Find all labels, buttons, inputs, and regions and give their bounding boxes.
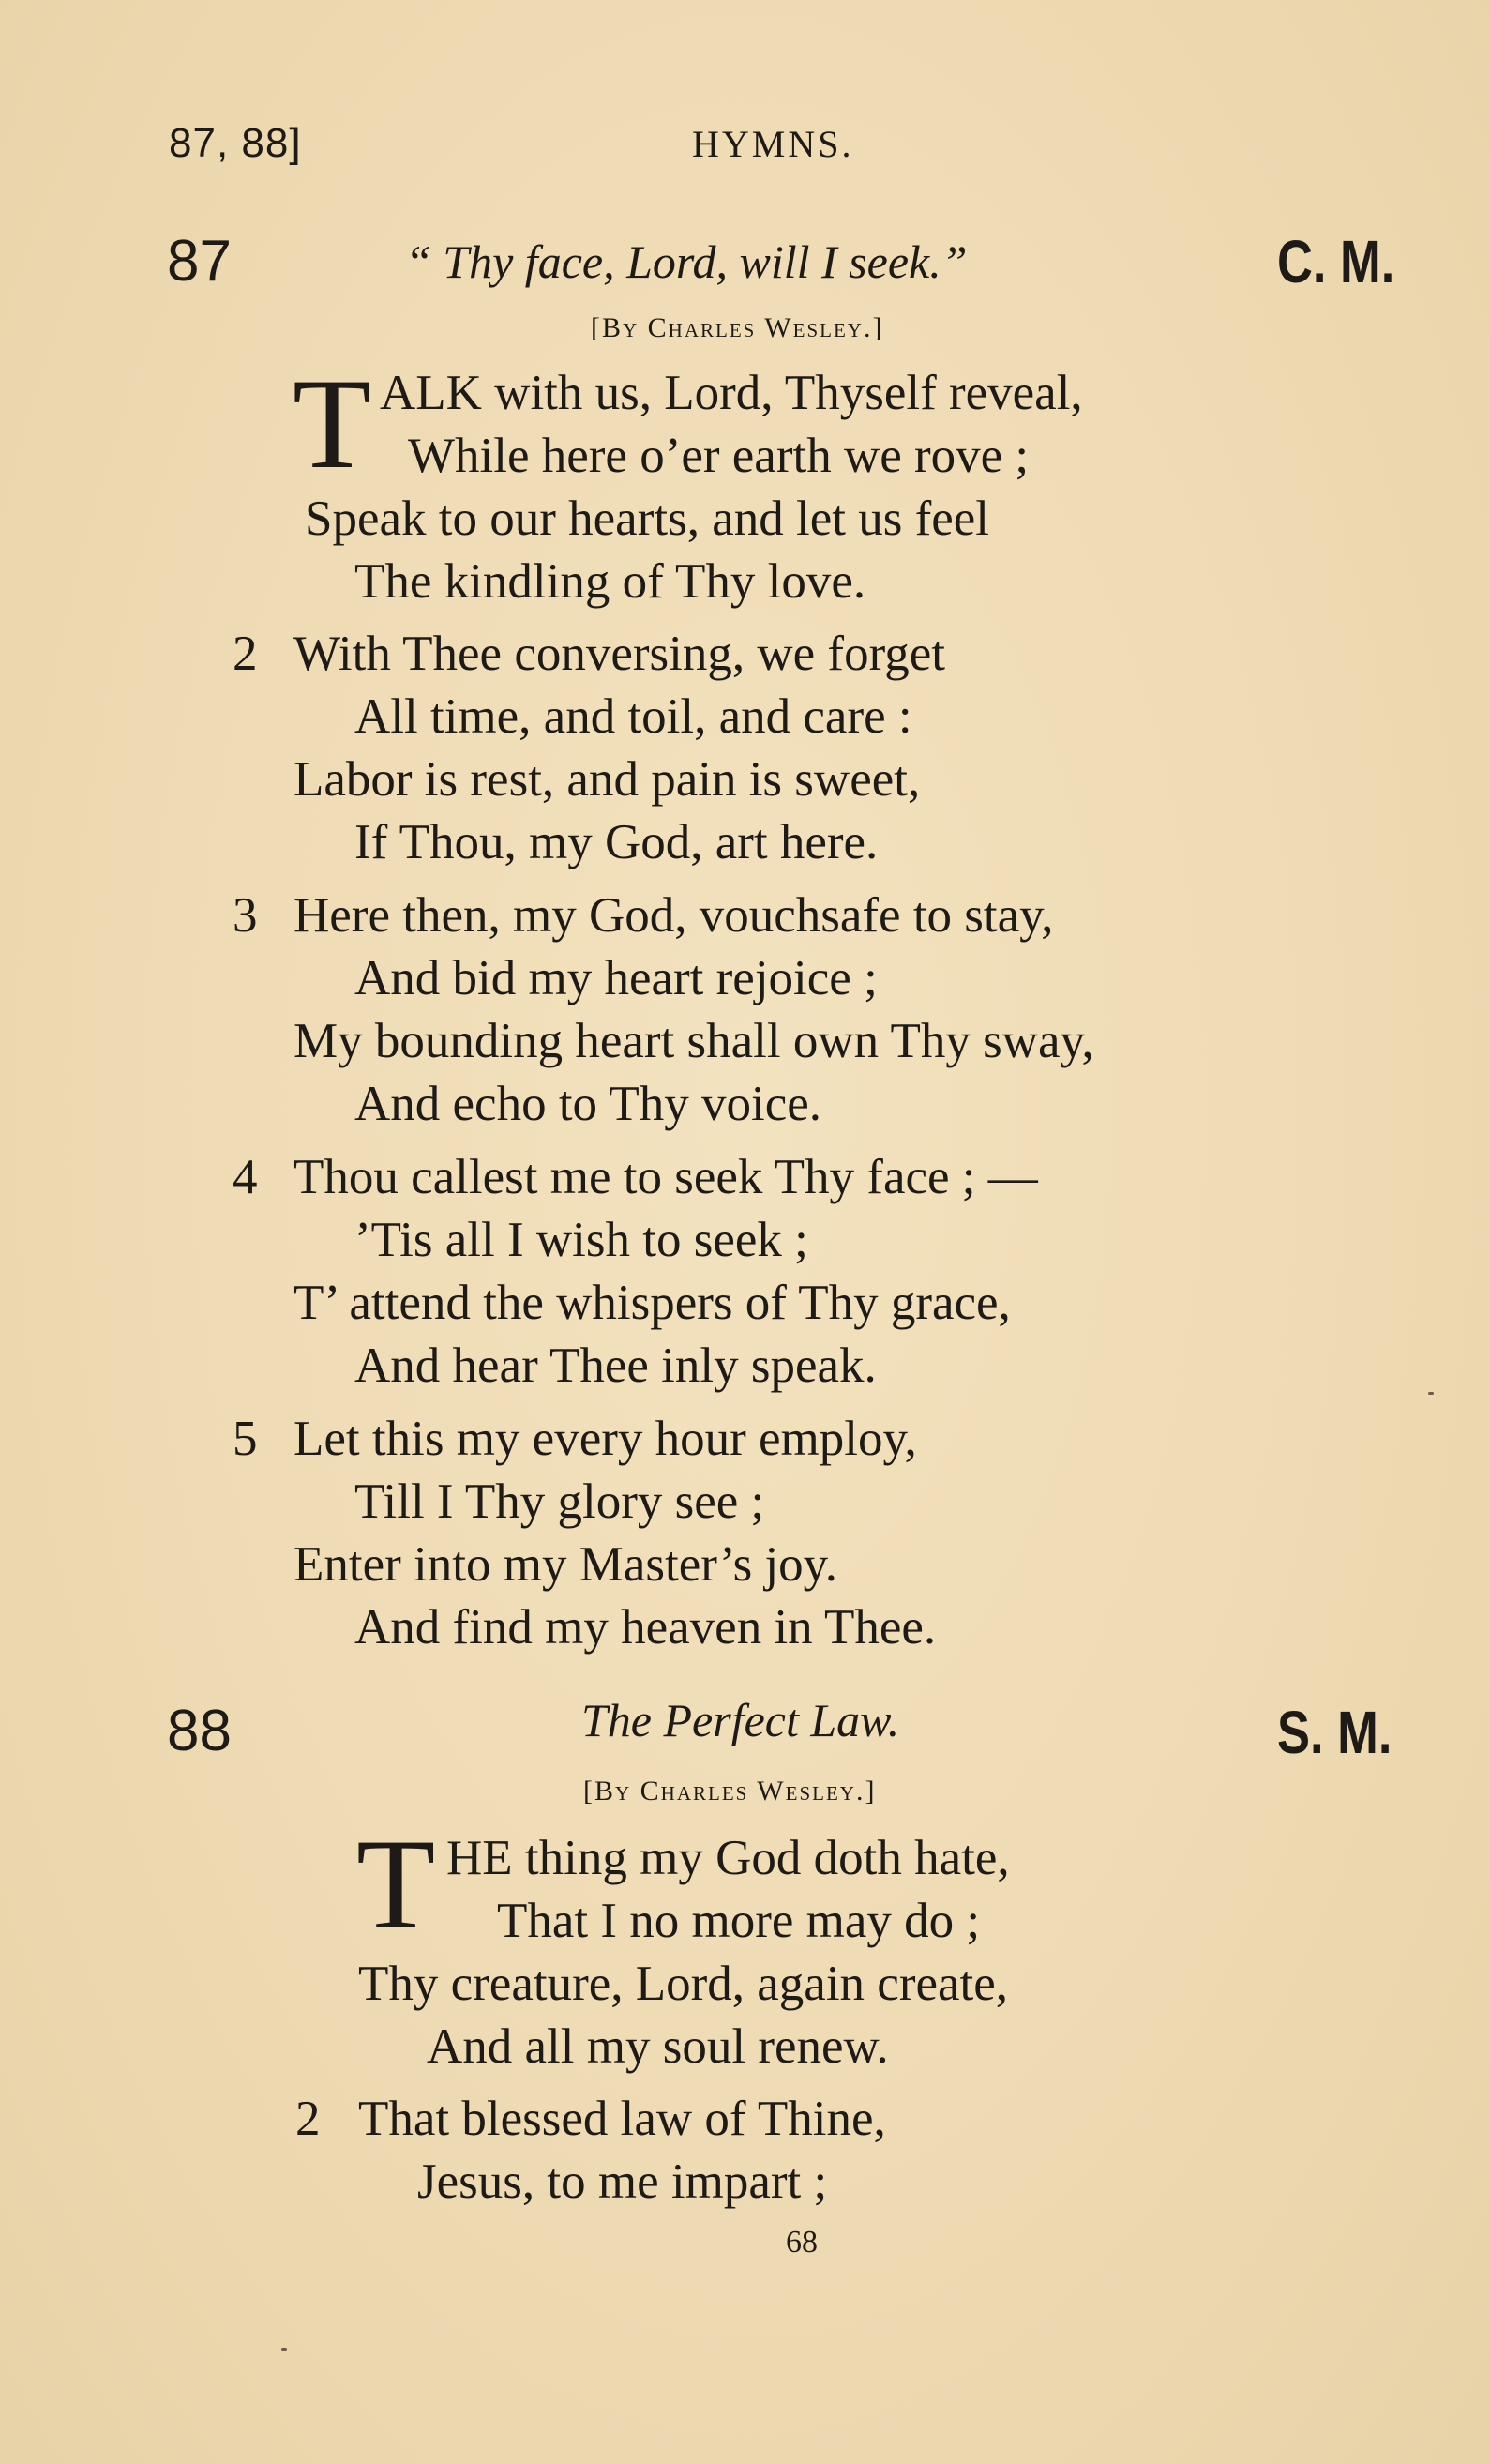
hymn-title: The Perfect Law. (581, 1694, 900, 1746)
verse-line: My bounding heart shall own Thy sway, (293, 1014, 1094, 1068)
verse-number: 2 (295, 2092, 321, 2146)
hymn-attribution: [By Charles Wesley.] (591, 312, 884, 343)
hymn-title: “ Thy face, Lord, will I seek.” (405, 235, 968, 288)
hymn-number: 88 (167, 1699, 232, 1763)
verse-line: And find my heaven in Thee. (354, 1600, 937, 1655)
page-number: 68 (786, 2225, 818, 2260)
verse-line: HE thing my God doth hate, (446, 1831, 1010, 1885)
verse-line: Thy creature, Lord, again create, (358, 1957, 1009, 2011)
verse-line: All time, and toil, and care : (354, 689, 912, 744)
verse-line: That blessed law of Thine, (358, 2092, 886, 2146)
verse-line: Here then, my God, vouchsafe to stay, (293, 888, 1054, 943)
verse-line: T’ attend the whispers of Thy grace, (293, 1276, 1011, 1330)
verse-line: Thou callest me to seek Thy face ; — (293, 1150, 1038, 1204)
verse-line: That I no more may do ; (497, 1894, 981, 1948)
paper-speck (1428, 1392, 1434, 1395)
running-head-range: 87, 88] (169, 120, 302, 166)
verse-number: 5 (233, 1412, 258, 1466)
hymn-meter: S. M. (1277, 1699, 1392, 1766)
verse-line: Labor is rest, and pain is sweet, (293, 752, 921, 807)
verse-line: And hear Thee inly speak. (354, 1338, 877, 1393)
verse-number: 3 (233, 888, 258, 943)
drop-cap: T (356, 1812, 436, 1956)
verse-number: 2 (233, 627, 258, 681)
verse-line: And echo to Thy voice. (354, 1077, 821, 1131)
verse-line: And all my soul renew. (427, 2019, 889, 2074)
verse-line: Jesus, to me impart ; (417, 2154, 828, 2209)
paper-speck (281, 2348, 287, 2351)
verse-line: With Thee conversing, we forget (293, 627, 946, 681)
verse-line: Let this my every hour employ, (293, 1412, 917, 1466)
hymn-meter: C. M. (1277, 228, 1395, 295)
verse-line: And bid my heart rejoice ; (354, 951, 878, 1005)
verse-line: Enter into my Master’s joy. (293, 1537, 837, 1592)
verse-line: ’Tis all I wish to seek ; (354, 1213, 808, 1267)
verse-line: Speak to our hearts, and let us feel (305, 491, 989, 546)
verse-line: The kindling of Thy love. (354, 554, 866, 609)
verse-line: ALK with us, Lord, Thyself reveal, (380, 366, 1083, 420)
verse-number: 4 (233, 1150, 258, 1204)
hymn-number: 87 (167, 229, 232, 294)
running-head-title: HYMNS. (692, 123, 854, 165)
drop-cap: T (293, 352, 372, 495)
verse-line: While here o’er earth we rove ; (408, 429, 1030, 483)
verse-line: If Thou, my God, art here. (354, 815, 879, 869)
verse-line: Till I Thy glory see ; (354, 1474, 765, 1529)
hymn-attribution: [By Charles Wesley.] (583, 1776, 877, 1806)
